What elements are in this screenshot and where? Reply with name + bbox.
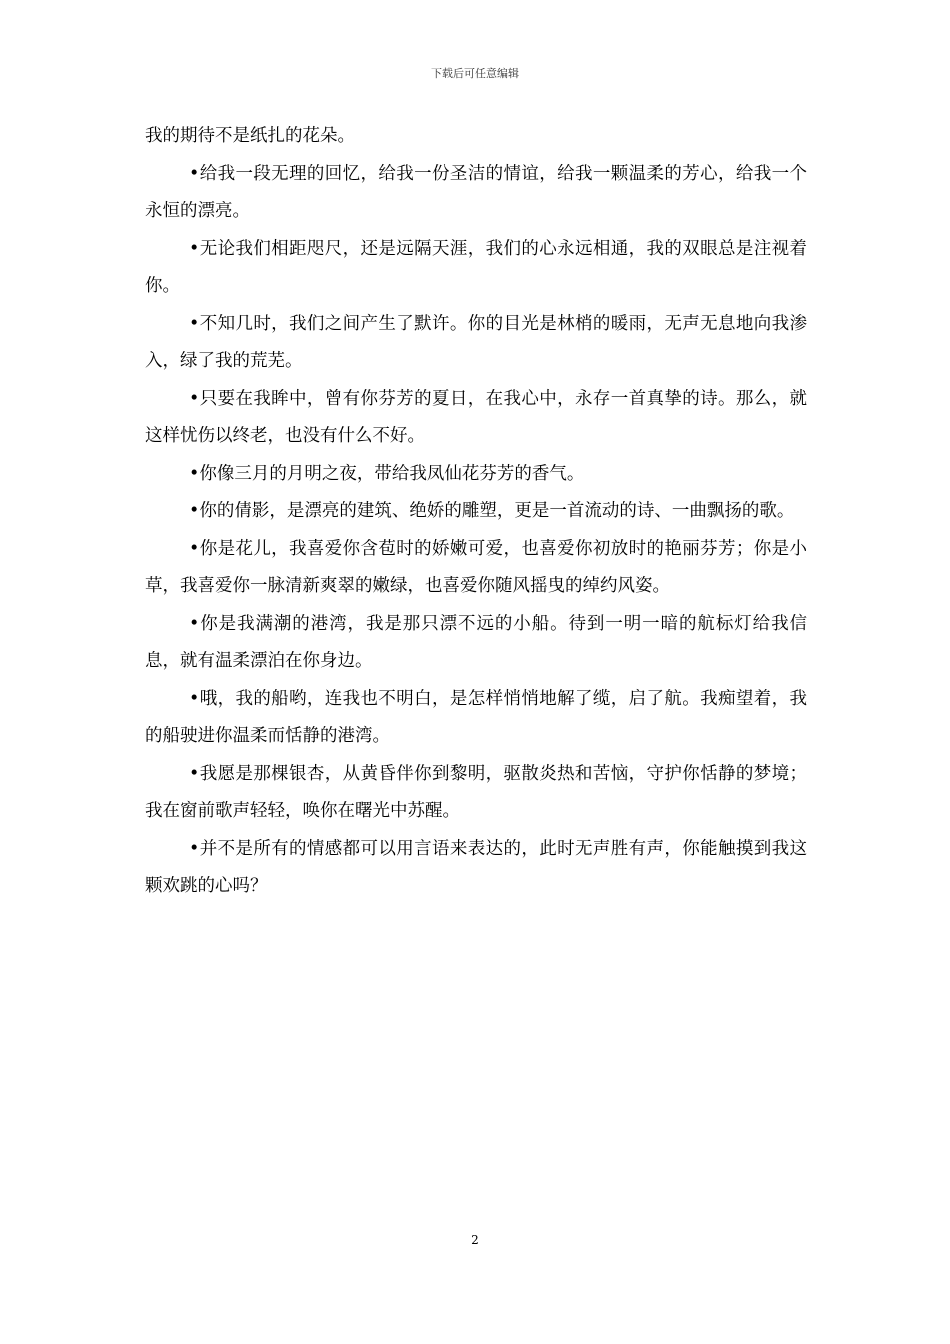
bullet-paragraph: •哦，我的船哟，连我也不明白，是怎样悄悄地解了缆，启了航。我痴望着，我的船驶进你温柔而恬静的港湾。 <box>145 688 807 746</box>
bullet-paragraph: •只要在我眸中，曾有你芬芳的夏日，在我心中，永存一首真挚的诗。那么，就这样忧伤以终老，也没有什么不好。 <box>145 388 807 446</box>
bullet-paragraph: •我愿是那棵银杏，从黄昏伴你到黎明，驱散炎热和苦恼，守护你恬静的梦境；我在窗前歌声轻轻，唤你在曙光中苏醒。 <box>145 763 807 821</box>
bullet-paragraph: •给我一段无理的回忆，给我一份圣洁的情谊，给我一颗温柔的芳心，给我一个永恒的漂亮。 <box>145 163 807 221</box>
bullet-paragraph: •不知几时，我们之间产生了默许。你的目光是林梢的暖雨，无声无息地向我渗入，绿了我的荒芜。 <box>145 313 807 371</box>
document-body <box>145 118 807 906</box>
bullet-paragraph: •你的倩影，是漂亮的建筑、绝娇的雕塑，更是一首流动的诗、一曲飘扬的歌。 <box>189 501 795 521</box>
paragraph: 我的期待不是纸扎的花朵。 <box>145 126 355 146</box>
bullet-paragraph: •并不是所有的情感都可以用言语来表达的，此时无声胜有声，你能触摸到我这颗欢跳的心吗？ <box>145 838 807 896</box>
page-header: 下载后可任意编辑 <box>431 67 519 80</box>
bullet-paragraph: •你是花儿，我喜爱你含苞时的娇嫩可爱，也喜爱你初放时的艳丽芬芳；你是小草，我喜爱你一脉清新爽翠的嫩绿，也喜爱你随风摇曳的绰约风姿。 <box>145 538 807 596</box>
bullet-paragraph: •你是我满潮的港湾，我是那只漂不远的小船。待到一明一暗的航标灯给我信息，就有温柔漂泊在你身边。 <box>145 613 807 671</box>
page-number: 2 <box>471 1233 479 1247</box>
bullet-paragraph: •无论我们相距咫尺，还是远隔天涯，我们的心永远相通，我的双眼总是注视着你。 <box>145 238 807 296</box>
bullet-paragraph: •你像三月的月明之夜，带给我凤仙花芬芳的香气。 <box>189 463 585 484</box>
